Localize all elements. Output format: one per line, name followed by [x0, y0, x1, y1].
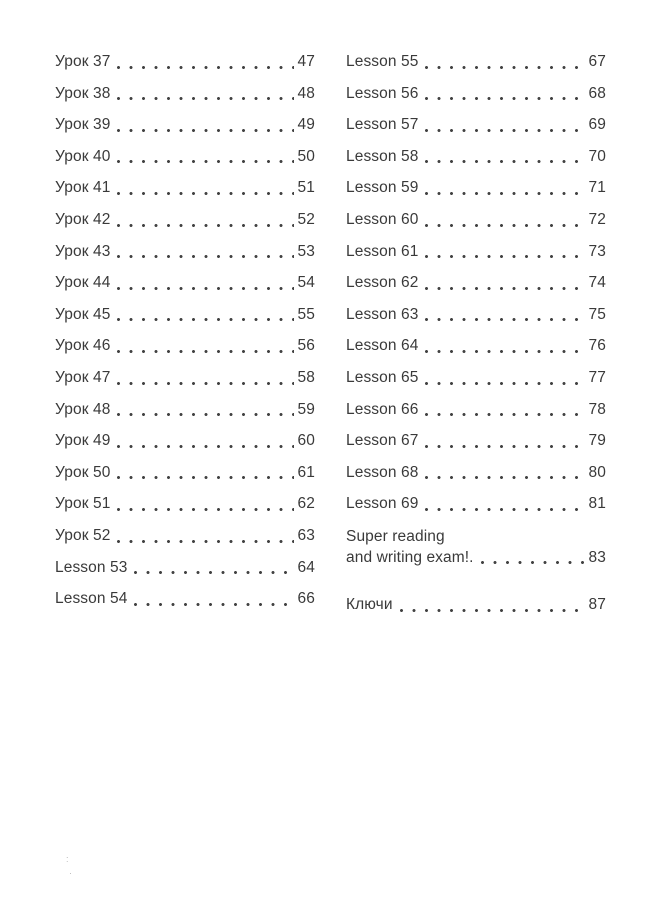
toc-entry-title: Lesson 61 — [346, 242, 419, 260]
dot-leader — [117, 172, 293, 204]
toc-entry — [55, 299, 315, 331]
dot-leader — [425, 394, 584, 426]
dot-leader — [425, 425, 584, 457]
toc-entry-page: 59 — [297, 400, 315, 418]
toc-entry — [55, 109, 315, 141]
dot-leader — [425, 109, 584, 141]
toc-entry-title: Super reading — [346, 527, 445, 545]
toc-entry-title: Урок 52 — [55, 526, 111, 544]
toc-entry-page: 55 — [297, 305, 315, 323]
toc-entry-page: 50 — [297, 147, 315, 165]
toc-entry-page: 66 — [297, 590, 315, 608]
toc-entry-page: 76 — [588, 337, 606, 355]
toc-entry-title: Урок 49 — [55, 432, 111, 450]
toc-entry — [55, 46, 315, 78]
dot-leader — [134, 583, 293, 615]
toc-entry — [346, 299, 606, 331]
toc-entry-page: 83 — [588, 548, 606, 566]
dot-leader — [117, 425, 293, 457]
toc-entry — [346, 520, 606, 568]
toc-entry-title: and writing exam!. — [346, 548, 474, 566]
dot-leader — [425, 362, 584, 394]
toc-entry-page: 80 — [588, 463, 606, 481]
toc-entry-title: Урок 40 — [55, 147, 111, 165]
dot-leader — [117, 488, 293, 520]
toc-entry-page: 58 — [297, 368, 315, 386]
toc-entry — [55, 394, 315, 426]
toc-entry — [55, 520, 315, 552]
dot-leader — [425, 78, 584, 110]
dot-leader — [425, 299, 584, 331]
toc-entry-page: 75 — [588, 305, 606, 323]
dot-leader — [425, 267, 584, 299]
toc-entry-title: Lesson 55 — [346, 53, 419, 70]
toc-entry-title: Lesson 62 — [346, 274, 419, 292]
toc-entry-page: 73 — [588, 242, 606, 260]
toc-entry — [55, 362, 315, 394]
toc-entry — [346, 109, 606, 141]
toc-entry-page: 74 — [588, 274, 606, 292]
toc-entry-title: Lesson 57 — [346, 116, 419, 134]
dot-leader — [134, 552, 293, 584]
toc-entry-page: 68 — [588, 84, 606, 102]
toc-entry-title: Урок 44 — [55, 274, 111, 292]
toc-entry-title: Lesson 58 — [346, 147, 419, 165]
dot-leader — [117, 78, 293, 110]
toc-entry-page: 72 — [588, 210, 606, 228]
toc-entry — [55, 236, 315, 268]
toc-entry — [346, 78, 606, 110]
toc-entry-page: 49 — [297, 116, 315, 134]
dot-leader — [425, 488, 584, 520]
dot-leader — [117, 330, 293, 362]
scan-artifact: · — [69, 868, 72, 878]
dot-leader — [117, 109, 293, 141]
toc-entry-title: Lesson 63 — [346, 305, 419, 323]
dot-leader — [117, 457, 293, 489]
dot-leader — [425, 46, 584, 78]
toc-entry-page: 47 — [297, 53, 315, 70]
dot-leader — [117, 204, 293, 236]
toc-entry-title: Урок 51 — [55, 495, 111, 513]
dot-leader — [117, 362, 293, 394]
toc-entry-page: 63 — [297, 526, 315, 544]
toc-entry-page: 61 — [297, 463, 315, 481]
toc-entry — [346, 236, 606, 268]
dot-leader — [425, 236, 584, 268]
toc-entry — [346, 172, 606, 204]
toc-entry-title: Lesson 60 — [346, 210, 419, 228]
toc-entry-page: 60 — [297, 432, 315, 450]
toc-entry-title-line — [346, 547, 606, 568]
toc-entry-page: 81 — [588, 495, 606, 513]
toc-entry — [346, 394, 606, 426]
toc-entry-page: 69 — [588, 116, 606, 134]
dot-leader — [425, 204, 584, 236]
toc-entry — [346, 46, 606, 78]
toc-entry-page: 53 — [297, 242, 315, 260]
toc-entry-page: 64 — [297, 558, 315, 576]
toc-entry-page: 77 — [588, 368, 606, 386]
dot-leader — [425, 330, 584, 362]
scan-artifact: : — [66, 854, 69, 864]
toc-entry-title: Ключи — [346, 595, 393, 613]
dot-leader — [117, 299, 293, 331]
toc-entry-title: Урок 46 — [55, 337, 111, 355]
toc-entry-title: Lesson 68 — [346, 463, 419, 481]
toc-entry-title: Lesson 54 — [55, 590, 128, 608]
toc-entry-title: Lesson 53 — [55, 558, 128, 576]
toc-entry-page: 48 — [297, 84, 315, 102]
toc-entry — [55, 425, 315, 457]
toc-entry — [55, 583, 315, 615]
toc-entry-title: Lesson 59 — [346, 179, 419, 197]
dot-leader — [117, 520, 293, 552]
toc-entry — [346, 330, 606, 362]
dot-leader — [400, 589, 585, 621]
toc-entry-page: 62 — [297, 495, 315, 513]
dot-leader — [117, 394, 293, 426]
toc-entry — [55, 172, 315, 204]
toc-entry-title-line — [346, 526, 606, 547]
toc-entry-title: Lesson 66 — [346, 400, 419, 418]
toc-entry-title: Урок 47 — [55, 368, 111, 386]
toc-entry-page: 56 — [297, 337, 315, 355]
toc-entry-title: Lesson 69 — [346, 495, 419, 513]
toc-entry-title: Урок 42 — [55, 210, 111, 228]
toc-entry-title: Урок 38 — [55, 84, 111, 102]
toc-entry-title: Урок 43 — [55, 242, 111, 260]
toc-entry-title: Lesson 64 — [346, 337, 419, 355]
toc-entry-page: 54 — [297, 274, 315, 292]
toc-entry-title: Урок 37 — [55, 53, 111, 70]
toc-column-right — [346, 46, 606, 621]
toc-entry — [55, 330, 315, 362]
dot-leader — [117, 46, 293, 78]
dot-leader — [425, 457, 584, 489]
toc-entry — [346, 141, 606, 173]
toc-entry-page: 78 — [588, 400, 606, 418]
dot-leader — [481, 547, 585, 568]
toc-entry — [55, 267, 315, 299]
dot-leader — [117, 267, 293, 299]
toc-entry-title: Урок 39 — [55, 116, 111, 134]
toc-entry-title: Lesson 67 — [346, 432, 419, 450]
toc-entry-page: 51 — [297, 179, 315, 197]
toc-entry — [346, 488, 606, 520]
toc-columns — [55, 46, 606, 621]
toc-entry-page: 67 — [588, 53, 606, 70]
toc-entry — [346, 589, 606, 621]
toc-entry — [55, 141, 315, 173]
toc-entry — [346, 457, 606, 489]
toc-entry-page: 71 — [588, 179, 606, 197]
toc-entry-title: Урок 45 — [55, 305, 111, 323]
toc-entry-page: 52 — [297, 210, 315, 228]
toc-entry-page: 70 — [588, 147, 606, 165]
toc-entry — [55, 78, 315, 110]
dot-leader — [425, 172, 584, 204]
toc-entry — [346, 362, 606, 394]
toc-entry-page: 79 — [588, 432, 606, 450]
dot-leader — [425, 141, 584, 173]
toc-entry-title: Урок 48 — [55, 400, 111, 418]
toc-entry — [346, 204, 606, 236]
toc-entry — [346, 425, 606, 457]
toc-entry — [346, 267, 606, 299]
toc-entry-title: Lesson 56 — [346, 84, 419, 102]
dot-leader — [117, 141, 293, 173]
toc-entry-title: Lesson 65 — [346, 368, 419, 386]
toc-entry — [55, 204, 315, 236]
toc-entry-title: Урок 41 — [55, 179, 111, 197]
toc-entry — [55, 488, 315, 520]
toc-entry-title: Урок 50 — [55, 463, 111, 481]
toc-column-left — [55, 46, 315, 621]
toc-entry — [55, 457, 315, 489]
toc-entry — [55, 552, 315, 584]
dot-leader — [117, 236, 293, 268]
toc-entry-page: 87 — [588, 595, 606, 613]
